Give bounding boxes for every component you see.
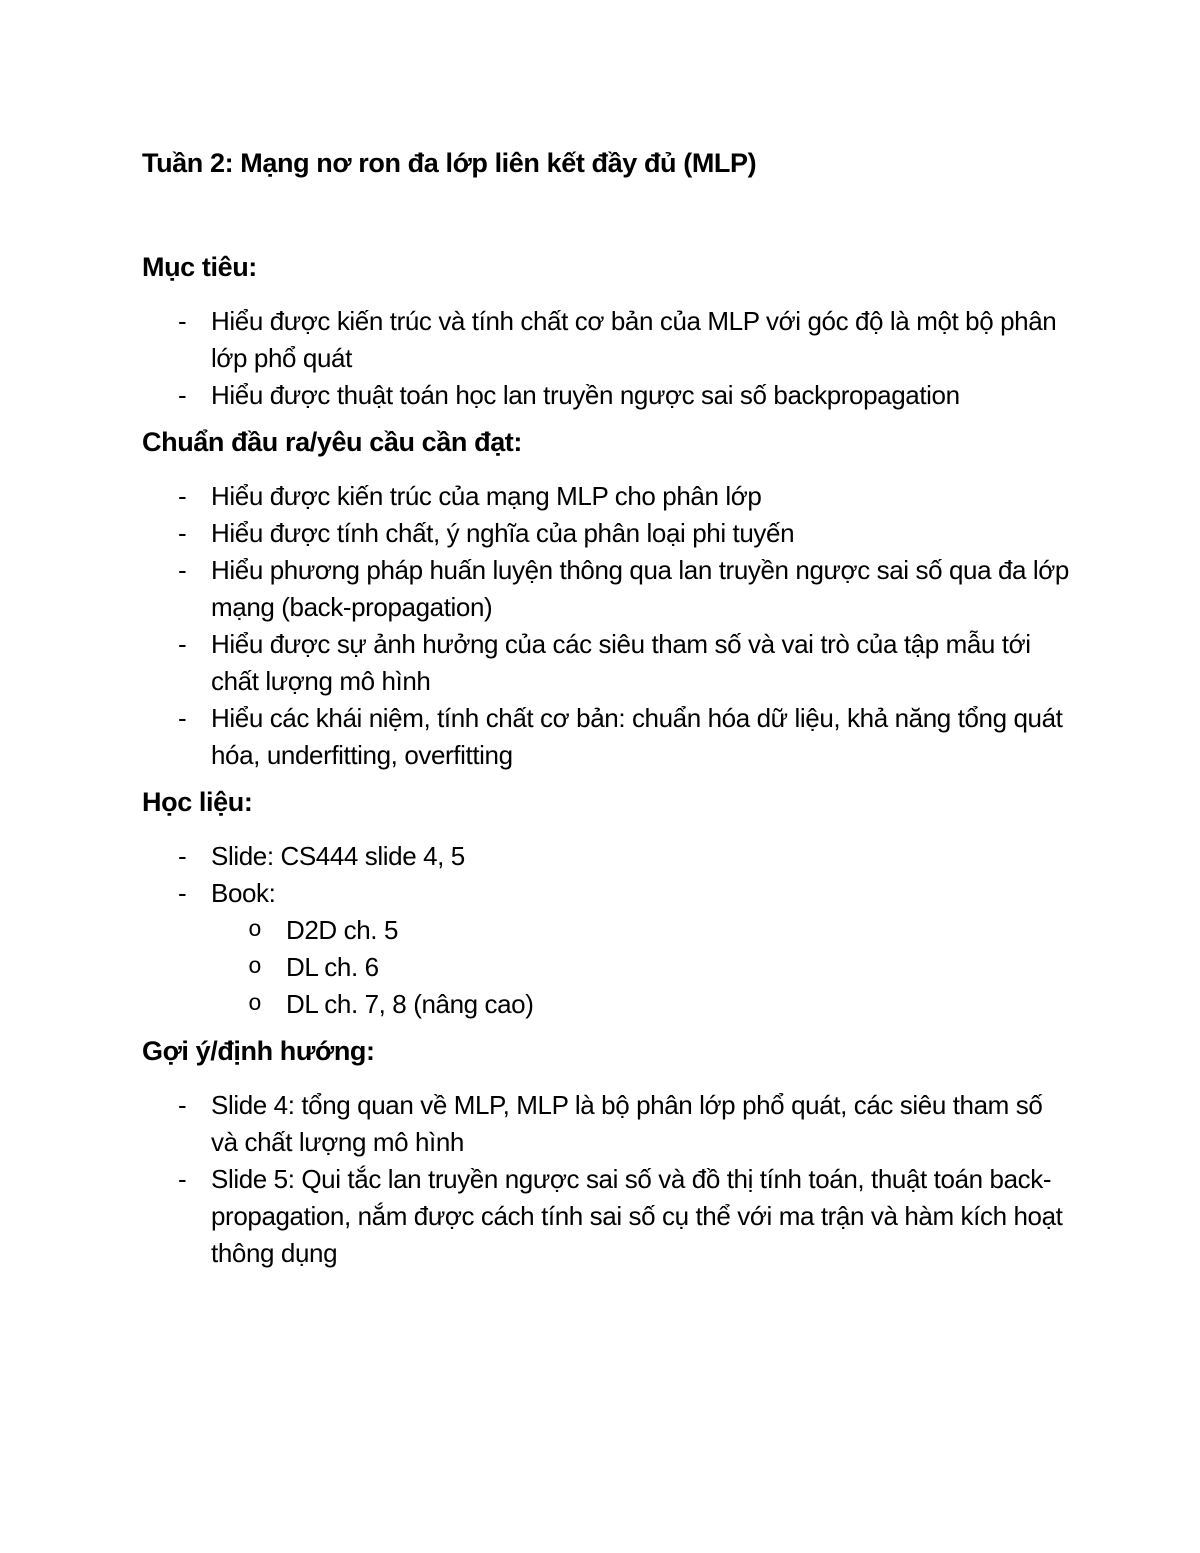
sub-list-item xyxy=(142,912,1070,949)
sub-list-item xyxy=(142,986,1070,1023)
list-item-text: Book: xyxy=(211,878,276,908)
guidance-list xyxy=(142,1087,1070,1272)
list-item-text: Hiểu được tính chất, ý nghĩa của phân loại phi tuyến xyxy=(211,518,795,548)
dash-bullet-marker: - xyxy=(178,878,187,908)
list-item-text: Hiểu được sự ảnh hưởng của các siêu tham số và vai trò của tập mẫu tới chất lượng mô hình xyxy=(211,629,1031,696)
list-item-text: Slide 4: tổng quan về MLP, MLP là bộ phân lớp phổ quát, các siêu tham số và chất lượng mô hình xyxy=(211,1090,1043,1157)
dash-bullet-marker: - xyxy=(178,518,187,548)
circle-bullet-marker: o xyxy=(248,991,262,1017)
dash-bullet-marker: - xyxy=(178,380,187,410)
list-item-text: Hiểu các khái niệm, tính chất cơ bản: chuẩn hóa dữ liệu, khả năng tổng quát hóa, underfitting, overfitting xyxy=(211,703,1063,770)
list-item xyxy=(142,478,1070,515)
sub-list-item-text: DL ch. 7, 8 (nâng cao) xyxy=(286,989,534,1019)
list-item-text: Hiểu phương pháp huấn luyện thông qua lan truyền ngược sai số qua đa lớp mạng (back-propagation) xyxy=(211,555,1069,622)
list-item xyxy=(142,838,1070,875)
list-item xyxy=(142,700,1070,774)
list-item xyxy=(142,515,1070,552)
objectives-list xyxy=(142,303,1070,414)
book-sublist xyxy=(142,912,1070,1023)
dash-bullet-marker: - xyxy=(178,1164,187,1194)
section-heading-hoc-lieu: Học liệu: xyxy=(142,787,253,817)
dash-bullet-marker: - xyxy=(178,306,187,336)
dash-bullet-marker: - xyxy=(178,555,187,585)
circle-bullet-marker: o xyxy=(248,917,262,943)
list-item-text: Hiểu được kiến trúc và tính chất cơ bản của MLP với góc độ là một bộ phân lớp phổ quát xyxy=(211,306,1057,373)
sub-list-item xyxy=(142,949,1070,986)
list-item xyxy=(142,377,1070,414)
dash-bullet-marker: - xyxy=(178,703,187,733)
document-title: Tuần 2: Mạng nơ ron đa lớp liên kết đầy đủ (MLP) xyxy=(142,148,757,178)
list-item xyxy=(142,552,1070,626)
dash-bullet-marker: - xyxy=(178,841,187,871)
list-item xyxy=(142,626,1070,700)
list-item xyxy=(142,303,1070,377)
list-item xyxy=(142,1161,1070,1272)
section-heading-chuan-dau-ra: Chuẩn đầu ra/yêu cầu cần đạt: xyxy=(142,427,522,457)
list-item xyxy=(142,875,1070,912)
outcomes-list xyxy=(142,478,1070,774)
materials-list xyxy=(142,838,1070,912)
list-item-text: Slide: CS444 slide 4, 5 xyxy=(211,841,465,871)
dash-bullet-marker: - xyxy=(178,629,187,659)
dash-bullet-marker: - xyxy=(178,481,187,511)
section-heading-muc-tieu: Mục tiêu: xyxy=(142,252,257,282)
list-item-text: Hiểu được kiến trúc của mạng MLP cho phân lớp xyxy=(211,481,762,511)
list-item-text: Slide 5: Qui tắc lan truyền ngược sai số và đồ thị tính toán, thuật toán back-propagation, nắm được cách tính sai số cụ thể với ma trận và hàm kích hoạt thông dụng xyxy=(211,1164,1063,1268)
sub-list-item-text: D2D ch. 5 xyxy=(286,915,399,945)
circle-bullet-marker: o xyxy=(248,954,262,980)
sub-list-item-text: DL ch. 6 xyxy=(286,952,379,982)
section-heading-goi-y: Gợi ý/định hướng: xyxy=(142,1036,375,1066)
list-item-text: Hiểu được thuật toán học lan truyền ngược sai số backpropagation xyxy=(211,380,960,410)
list-item xyxy=(142,1087,1070,1161)
dash-bullet-marker: - xyxy=(178,1090,187,1120)
